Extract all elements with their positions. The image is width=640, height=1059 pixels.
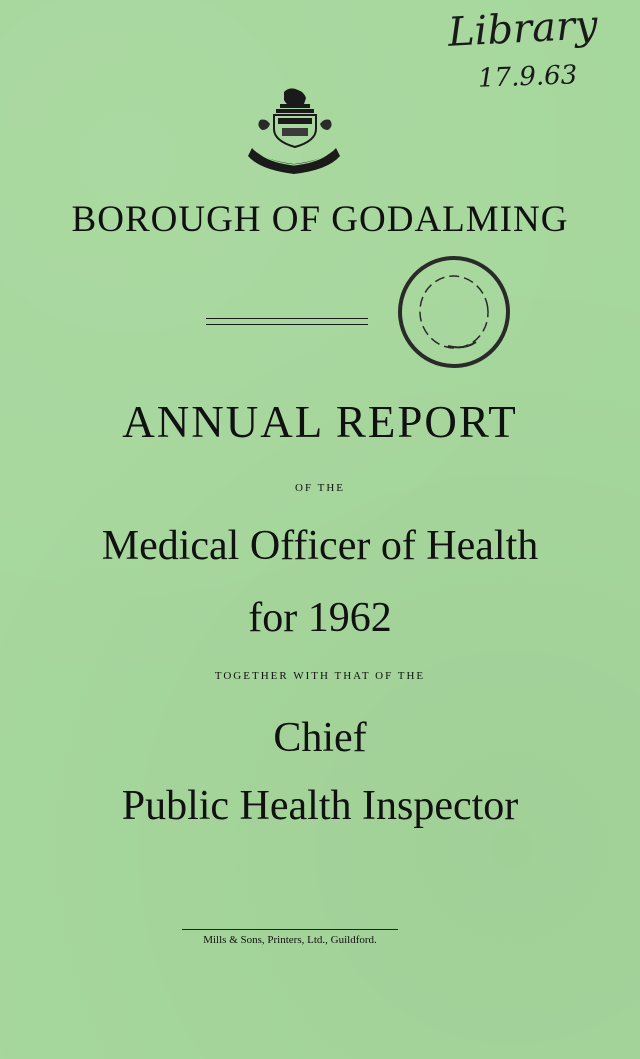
- report-subject: Medical Officer of Health: [101, 523, 539, 569]
- printer-imprint: Mills & Sons, Printers, Ltd., Guildford.: [203, 934, 377, 946]
- chief-heading: Chief: [273, 715, 367, 761]
- borough-crest-icon: [244, 82, 344, 174]
- handwritten-date-note: 17.9.63: [477, 60, 578, 94]
- report-year: for 1962: [248, 595, 392, 641]
- ministry-of-health-library-stamp-icon: [386, 246, 524, 376]
- report-title: ANNUAL REPORT: [122, 397, 518, 447]
- together-caption: TOGETHER WITH THAT OF THE: [214, 670, 426, 682]
- handwritten-library-note: Library: [446, 2, 599, 56]
- of-the-caption: OF THE: [295, 482, 345, 494]
- borough-heading: BOROUGH OF GODALMING: [71, 199, 569, 240]
- inspector-heading: Public Health Inspector: [121, 783, 519, 829]
- double-rule-divider: [206, 318, 368, 325]
- printer-rule: [182, 929, 398, 930]
